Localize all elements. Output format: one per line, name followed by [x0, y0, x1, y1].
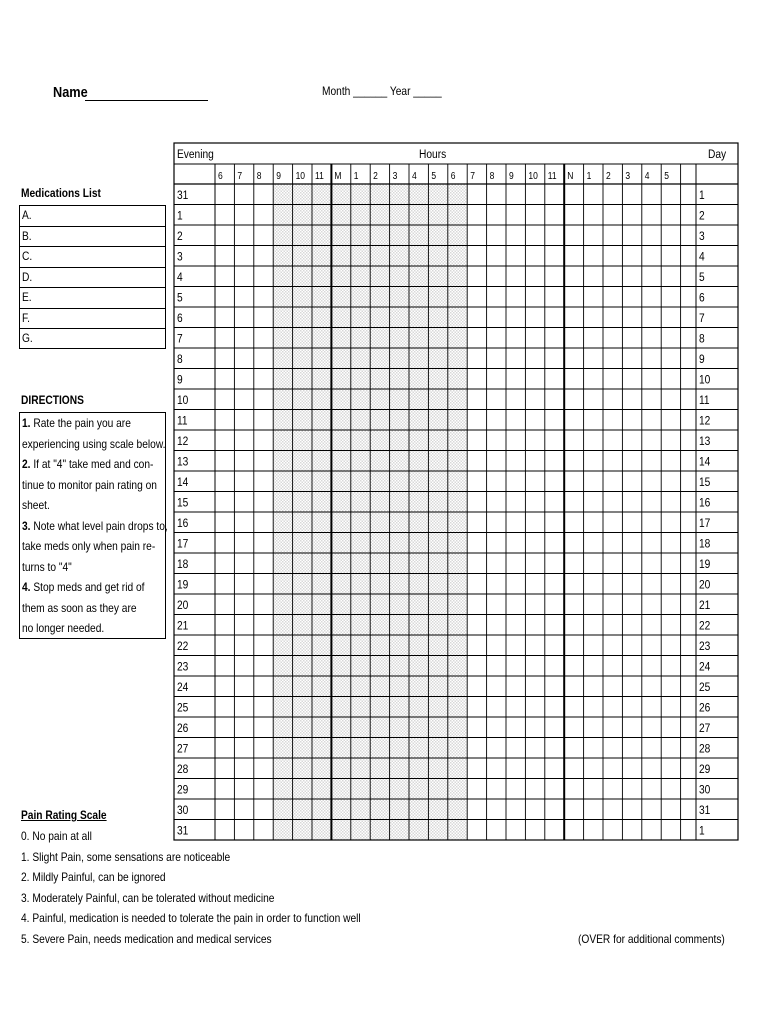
hour-label: 4: [644, 170, 650, 182]
day-label: Day: [708, 148, 727, 162]
hour-label: 7: [470, 170, 475, 182]
day-left-label: 6: [177, 312, 183, 326]
day-left-label: 12: [177, 435, 189, 449]
direction-text: Note what level pain drops to,: [30, 518, 168, 533]
day-left-label: 4: [177, 271, 183, 285]
hours-label: Hours: [419, 148, 447, 162]
pain-scale-title: Pain Rating Scale: [21, 808, 107, 822]
day-left-label: 30: [177, 804, 189, 818]
medication-label: D.: [22, 269, 33, 284]
direction-text: tinue to monitor pain rating on: [22, 477, 157, 492]
medication-row[interactable]: [20, 309, 165, 330]
hour-label: 2: [373, 170, 378, 182]
hour-label: 9: [276, 170, 281, 182]
day-right-label: 8: [699, 332, 705, 346]
hour-label: 6: [218, 170, 223, 182]
hour-label: 11: [547, 170, 557, 182]
medication-row[interactable]: [20, 247, 165, 268]
day-right-label: 22: [699, 619, 711, 633]
medication-label: F.: [22, 310, 30, 325]
day-right-label: 30: [699, 783, 711, 797]
hour-label: 11: [315, 170, 324, 182]
day-left-label: 1: [177, 209, 183, 223]
day-left-label: 15: [177, 496, 189, 510]
hour-label: 2: [606, 170, 611, 182]
day-left-label: 25: [177, 701, 189, 715]
hour-label: 10: [528, 170, 538, 182]
direction-line: [22, 516, 168, 537]
day-right-label: 2: [699, 209, 705, 223]
month-year-label: Month ______ Year _____: [322, 84, 442, 98]
day-right-label: 11: [699, 394, 710, 408]
hour-label: 10: [295, 170, 306, 182]
direction-line: [22, 495, 144, 516]
direction-text: no longer needed.: [22, 621, 105, 635]
hour-label: M: [334, 170, 342, 182]
evening-label: Evening: [177, 148, 214, 162]
day-left-label: 23: [177, 660, 189, 674]
direction-line: [22, 413, 144, 434]
medication-row[interactable]: [20, 268, 165, 289]
direction-step-number: 1.: [22, 416, 31, 430]
pain-scale-item: 3. Moderately Painful, can be tolerated without medicine: [21, 890, 275, 905]
day-right-label: 28: [699, 742, 711, 756]
pain-scale-item: 5. Severe Pain, needs medication and medical services: [21, 931, 272, 946]
day-left-label: 18: [177, 558, 189, 572]
day-left-label: 22: [177, 640, 189, 654]
day-left-label: 11: [177, 414, 188, 428]
hour-label: 4: [412, 170, 417, 182]
day-left-label: 5: [177, 291, 183, 305]
medication-row[interactable]: [20, 206, 165, 227]
direction-step-number: 2.: [22, 457, 31, 471]
day-left-label: 19: [177, 578, 189, 592]
day-right-label: 21: [699, 599, 711, 613]
medication-label: A.: [22, 208, 32, 222]
day-right-label: 10: [699, 373, 711, 387]
day-right-label: 9: [699, 353, 705, 367]
day-right-label: 20: [699, 578, 711, 592]
medication-label: C.: [22, 249, 33, 263]
day-left-label: 24: [177, 681, 189, 695]
direction-line: [22, 434, 166, 455]
medication-row[interactable]: [20, 227, 165, 248]
day-right-label: 27: [699, 722, 711, 736]
day-right-label: 13: [699, 435, 711, 449]
day-right-label: 24: [699, 660, 711, 674]
medications-list: [19, 205, 166, 349]
day-left-label: 20: [177, 599, 189, 613]
direction-text: experiencing using scale below.: [22, 436, 166, 451]
day-left-label: 28: [177, 763, 189, 777]
direction-line: [22, 618, 144, 639]
hour-label: 5: [664, 170, 669, 182]
direction-line: [22, 475, 157, 496]
direction-line: [22, 577, 144, 598]
pain-scale-list: [21, 826, 421, 949]
day-left-label: 16: [177, 517, 189, 531]
direction-text: them as soon as they are: [22, 600, 137, 615]
hour-label: 6: [450, 170, 456, 182]
day-left-label: 29: [177, 783, 189, 797]
pain-scale-item: 0. No pain at all: [21, 829, 92, 843]
direction-text: take meds only when pain re-: [22, 539, 156, 553]
day-right-label: 29: [699, 763, 711, 777]
day-right-label: 25: [699, 681, 711, 695]
hour-label: 8: [489, 170, 495, 182]
direction-step-number: 3.: [22, 518, 31, 533]
day-right-label: 1: [699, 824, 705, 838]
day-right-label: 19: [699, 558, 711, 572]
hour-label: 3: [392, 170, 398, 182]
medication-row[interactable]: [20, 329, 165, 350]
day-left-label: 17: [177, 537, 189, 551]
pain-scale-item: 1. Slight Pain, some sensations are noticeable: [21, 849, 231, 864]
direction-line: [22, 557, 144, 578]
pain-scale-item: 4. Painful, medication is needed to tolerate the pain in order to function well: [21, 911, 361, 925]
name-label: Name: [53, 84, 88, 101]
hour-label: 9: [509, 170, 514, 182]
hour-label: 8: [256, 170, 262, 182]
direction-text: If at "4" take med and con-: [30, 457, 154, 471]
pain-scale-item: 2. Mildly Painful, can be ignored: [21, 870, 166, 884]
directions-box: [19, 412, 166, 639]
over-note: (OVER for additional comments): [578, 932, 725, 946]
hour-label: 1: [586, 170, 592, 182]
day-right-label: 7: [699, 312, 705, 326]
hour-label: 7: [237, 170, 243, 182]
day-left-label: 21: [177, 619, 189, 633]
day-left-label: 7: [177, 332, 183, 346]
day-left-label: 26: [177, 722, 189, 736]
day-right-label: 17: [699, 517, 711, 531]
day-left-label: 13: [177, 455, 189, 469]
day-right-label: 31: [699, 804, 711, 818]
medication-row[interactable]: [20, 288, 165, 309]
day-right-label: 16: [699, 496, 711, 510]
day-left-label: 10: [177, 394, 189, 408]
medication-label: E.: [22, 290, 32, 304]
day-right-label: 14: [699, 455, 711, 469]
medication-label: B.: [22, 228, 32, 243]
day-left-label: 9: [177, 373, 183, 387]
hour-label: 1: [353, 170, 359, 182]
day-right-label: 18: [699, 537, 711, 551]
day-left-label: 2: [177, 230, 183, 244]
day-left-label: 31: [177, 824, 189, 838]
day-right-label: 6: [699, 291, 705, 305]
direction-text: Stop meds and get rid of: [30, 580, 145, 594]
hour-label: 5: [431, 170, 437, 182]
hour-label: 3: [625, 170, 631, 182]
direction-step-number: 4.: [22, 580, 31, 594]
day-right-label: 4: [699, 250, 705, 264]
day-right-label: 23: [699, 640, 711, 654]
day-left-label: 8: [177, 353, 183, 367]
day-right-label: 12: [699, 414, 711, 428]
medication-label: G.: [22, 331, 33, 345]
hour-label: N: [567, 170, 574, 182]
direction-line: [22, 536, 156, 557]
day-right-label: 26: [699, 701, 711, 715]
day-right-label: 5: [699, 271, 705, 285]
day-right-label: 15: [699, 476, 711, 490]
direction-text: Rate the pain you are: [30, 416, 131, 430]
directions-title: DIRECTIONS: [21, 393, 84, 407]
day-left-label: 31: [177, 189, 189, 203]
day-left-label: 27: [177, 742, 189, 756]
medications-title: Medications List: [21, 186, 101, 200]
day-left-label: 14: [177, 476, 189, 490]
direction-line: [22, 598, 144, 619]
day-right-label: 3: [699, 230, 705, 244]
day-left-label: 3: [177, 250, 183, 264]
day-right-label: 1: [699, 189, 705, 203]
direction-text: sheet.: [22, 498, 50, 512]
direction-line: [22, 454, 154, 475]
direction-text: turns to "4": [22, 559, 72, 574]
